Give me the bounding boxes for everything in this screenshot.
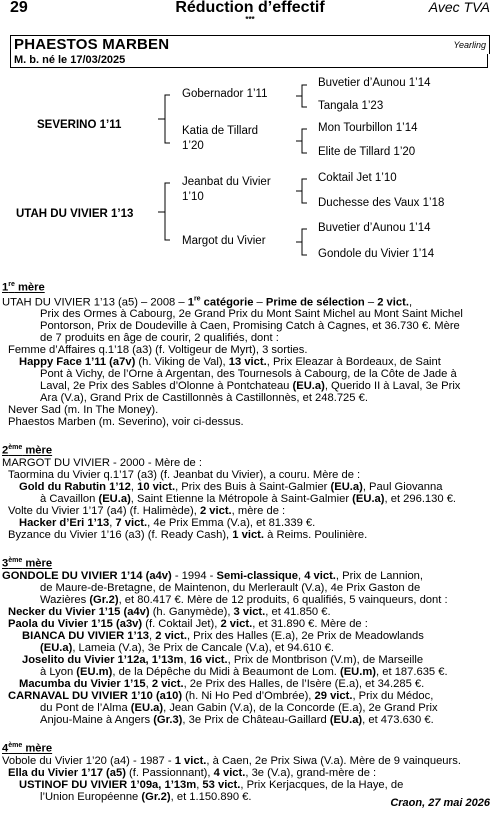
- m2-line: Hacker d’Eri 1’13, 7 vict., 4e Prix Emma (V.a), et 81.339 €.: [19, 517, 316, 530]
- horse-age: Yearling: [453, 40, 486, 50]
- title-stars: ***: [245, 15, 255, 24]
- m1-line: Laval, 2e Prix des Sables d’Olonne à Pontchateau (EU.a), Querido II à Laval, 3e Prix: [40, 380, 461, 393]
- pedigree-dsd: Duchesse des Vaux 1’18: [318, 197, 445, 209]
- m3-line: de Maure-de-Bretagne, de Maintenon, du Merlerault (V.a), 4e Prix Gaston de: [40, 581, 421, 594]
- horse-name: PHAESTOS MARBEN: [14, 36, 170, 53]
- pedigree-ssd: Tangala 1’23: [318, 100, 384, 112]
- pedigree-sdd: Elite de Tillard 1’20: [318, 146, 416, 158]
- m2-line: Volte du Vivier 1’17 (a4) (f. Halimède), 2 vict., mère de :: [8, 505, 286, 518]
- m1-line: Phaestos Marben (m. Severino), voir ci-dessus.: [8, 416, 244, 429]
- m1-line: Pont à Vichy, de l’Orne à Argentan, des Tournesols à Cabourg, de la Côte de Jade à: [40, 368, 457, 381]
- section-m3-title: 3ème mère: [2, 557, 53, 570]
- pedigree-dds: Buvetier d’Aunou 1’14: [318, 222, 431, 234]
- m2-line: Gold du Rabutin 1’12, 10 vict., Prix des Buis à Saint-Galmier (EU.a), Paul Giovanna: [19, 481, 443, 494]
- lot-number: 29: [10, 0, 28, 16]
- m2-line: Byzance du Vivier 1’16 (a3) (f. Ready Cash), 1 vict. à Reims. Poulinière.: [8, 529, 368, 542]
- page-title: Réduction d’effectif: [175, 0, 325, 16]
- horse-birth: M. b. né le 17/03/2025: [10, 54, 488, 68]
- m3-line: Necker du Vivier 1’15 (a4v) (h. Ganymède), 3 vict., et 41.850 €.: [8, 605, 331, 618]
- m2-line: MARGOT DU VIVIER - 2000 - Mère de :: [2, 457, 202, 470]
- m3-line: BIANCA DU VIVIER 1’13, 2 vict., Prix des Halles (E.a), 2e Prix de Meadowlands: [22, 629, 424, 642]
- m1-line: Ara (V.a), Grand Prix de Castillonnès à Castillonnès, et 248.725 €.: [40, 392, 368, 405]
- m3-line: GONDOLE DU VIVIER 1’14 (a4v) - 1994 - Semi-classique, 4 vict., Prix de Lannion,: [2, 569, 423, 582]
- pedigree-sd-1: Katia de Tillard: [182, 125, 259, 137]
- m1-line: de 7 produits en âge de courir, 2 qualifiés, dont :: [40, 332, 279, 345]
- pedigree-ds-2: 1’10: [182, 191, 204, 203]
- m2-line: Taormina du Vivier q.1’17 (a3) (f. Jeanbat du Vivier), a couru. Mère de :: [8, 469, 361, 482]
- pedigree-dd: Margot du Vivier: [182, 235, 266, 247]
- pedigree-ddd: Gondole du Vivier 1’14: [318, 248, 435, 260]
- m1-line: Femme d’Affaires q.1’18 (a3) (f. Voltigeur de Myrt), 3 sorties.: [8, 344, 308, 357]
- m4-line: l’Union Européenne (Gr.2), et 1.150.890 €.: [40, 790, 252, 803]
- m1-line: UTAH DU VIVIER 1’13 (a5) – 2008 – 1re catégorie – Prime de sélection – 2 vict.,: [2, 295, 413, 309]
- pedigree-dss: Coktail Jet 1’10: [318, 172, 397, 184]
- m4-line: Vobole du Vivier 1’20 (a4) - 1987 - 1 vict., à Caen, 2e Prix Siwa (V.a). Mère de 9 vainqueurs.: [2, 754, 461, 767]
- m1-line: Prix des Ormes à Cabourg, 2e Grand Prix du Mont Saint Michel au Mont Saint Michel: [40, 308, 463, 321]
- pedigree-sss: Buvetier d’Aunou 1’14: [318, 77, 431, 89]
- m1-line: Happy Face 1’11 (a7v) (h. Viking de Val), 13 vict., Prix Eleazar à Bordeaux, de Saint: [19, 356, 441, 369]
- m3-line: Paola du Vivier 1’15 (a3v) (f. Coktail Jet), 2 vict., et 31.890 €. Mère de :: [8, 617, 368, 630]
- m3-line: Joselito du Vivier 1’12a, 1’13m, 16 vict., Prix de Montbrison (V.m), de Marseille: [22, 653, 424, 666]
- pedigree-sire: SEVERINO 1’11: [37, 119, 122, 131]
- m3-line: (EU.a), Lameia (V.a), 3e Prix de Cancale (V.a), et 94.610 €.: [40, 641, 334, 654]
- m3-line: Anjou-Maine à Angers (Gr.3), 3e Prix de Château-Gaillard (EU.a), et 473.630 €.: [40, 713, 434, 726]
- m3-line: du Pont de l’Alma (EU.a), Jean Gabin (V.a), de la Concorde (E.a), 2e Grand Prix: [40, 701, 438, 714]
- pedigree-sd-2: 1’20: [182, 140, 204, 152]
- pedigree-dam: UTAH DU VIVIER 1’13: [16, 208, 134, 220]
- section-m1-title: 1re mère: [2, 281, 45, 294]
- m1-line: Never Sad (m. In The Money).: [8, 404, 159, 417]
- footer-place-date: Craon, 27 mai 2026: [390, 797, 490, 809]
- m3-line: CARNAVAL DU VIVIER 1’10 (a10) (h. Ni Ho Ped d’Ombrée), 29 vict., Prix du Médoc,: [8, 689, 434, 702]
- pedigree-braces: [0, 0, 500, 270]
- m3-line: Wazières (Gr.2), et 80.417 €. Mère de 12 produits, 6 qualifiés, 5 vainqueurs, dont :: [40, 593, 448, 606]
- m3-line: à Lyon (EU.m), de la Dépêche du Midi à Beaumont de Lom. (EU.m), et 187.635 €.: [40, 665, 448, 678]
- pedigree-details: [0, 279, 500, 803]
- pedigree-ds-1: Jeanbat du Vivier: [182, 176, 271, 188]
- section-m2-title: 2ème mère: [2, 444, 53, 458]
- m4-line: USTINOF DU VIVIER 1’09a, 1’13m, 53 vict., Prix Kerjacques, de la Haye, de: [19, 778, 404, 791]
- pedigree-sds: Mon Tourbillon 1’14: [318, 122, 418, 134]
- tva-label: Avec TVA: [428, 0, 490, 15]
- m4-line: Ella du Vivier 1’17 (a5) (f. Passionnant), 4 vict., 3e (V.a), grand-mère de :: [8, 766, 377, 779]
- m1-line: Pontorson, Prix de Doudeville à Caen, Promising Catch à Cagnes, et 36.730 €. Mère: [40, 320, 460, 333]
- pedigree-ss: Gobernador 1’11: [182, 88, 268, 100]
- m2-line: à Cavaillon (EU.a), Saint Etienne la Métropole à Saint-Galmier (EU.a), et 296.130 €.: [40, 493, 457, 506]
- m3-line: Macumba du Vivier 1’15, 2 vict., 2e Prix des Halles, de l’Isère (E.a), et 34.285 €.: [19, 677, 425, 690]
- section-m4-title: 4ème mère: [2, 741, 53, 755]
